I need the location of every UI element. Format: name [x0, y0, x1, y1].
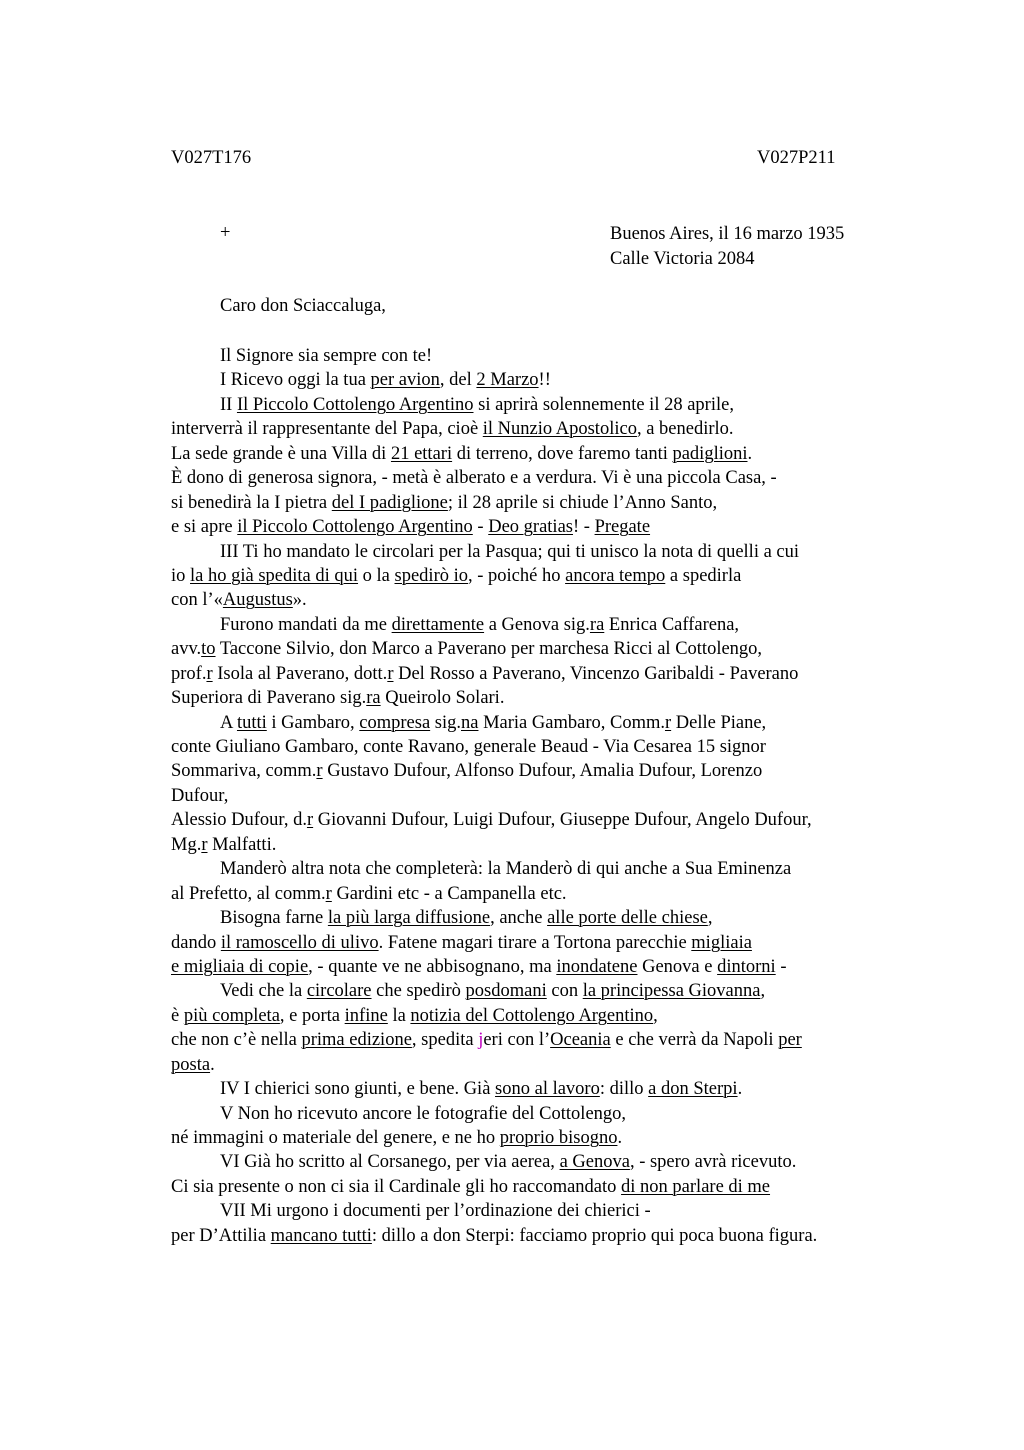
- body-line: [171, 931, 911, 955]
- line-text: ,: [760, 981, 766, 1002]
- line-text: Ci sia presente o non ci sia il Cardinale gli ho raccomandato: [171, 1176, 622, 1197]
- underlined-text: sono al lavoro: [495, 1079, 600, 1100]
- line-text: con: [546, 981, 583, 1002]
- body-line: [171, 857, 911, 881]
- line-text: , del: [439, 370, 477, 391]
- line-text: j: [478, 1030, 484, 1051]
- line-text: Queirolo Solari.: [380, 688, 505, 709]
- underlined-text: la più larga diffusione: [327, 908, 491, 929]
- line-text: IV I chierici sono giunti, e bene. Già: [220, 1079, 496, 1100]
- line-text: e si apre: [171, 517, 238, 538]
- line-text: i Gambaro,: [266, 712, 360, 733]
- body-line: [171, 417, 911, 441]
- body-line: [171, 686, 911, 710]
- body-line: [171, 1053, 911, 1077]
- line-text: VII Mi urgono i documenti per l’ordinazione dei chierici -: [220, 1201, 651, 1222]
- body-line: [171, 1199, 911, 1223]
- letter-body: [171, 344, 911, 1248]
- body-line: [171, 491, 911, 515]
- underlined-text: r: [316, 761, 323, 782]
- underlined-text: inondatene: [556, 956, 638, 977]
- body-line: [171, 368, 911, 392]
- date-address-block: [610, 222, 844, 271]
- line-text: Taccone Silvio, don Marco a Paverano per marchesa Ricci al Cottolengo,: [215, 639, 763, 660]
- line-text: Vedi che la: [220, 981, 307, 1002]
- body-line: [171, 833, 911, 857]
- underlined-text: compresa: [359, 712, 431, 733]
- line-text: per D’Attilia: [171, 1225, 271, 1246]
- line-text: , - spero avrà ricevuto.: [629, 1152, 797, 1173]
- underlined-text: padiglioni: [672, 443, 748, 464]
- body-line: [171, 662, 911, 686]
- line-text: Isola al Paverano, dott.: [212, 663, 388, 684]
- line-text: I Ricevo oggi la tua: [220, 370, 371, 391]
- underlined-text: Il Piccolo Cottolengo Argentino: [236, 394, 474, 415]
- body-line: [171, 1102, 911, 1126]
- underlined-text: r: [206, 663, 213, 684]
- line-text: Malfatti.: [207, 834, 277, 855]
- line-text: interverrà il rappresentante del Papa, cioè: [171, 419, 483, 440]
- body-line: [171, 1028, 911, 1052]
- underlined-text: na: [461, 712, 479, 733]
- line-text: , anche: [490, 908, 548, 929]
- body-line: [171, 735, 911, 759]
- underlined-text: a don Sterpi: [648, 1079, 738, 1100]
- line-text: , e porta: [279, 1005, 345, 1026]
- underlined-text: proprio bisogno: [499, 1128, 618, 1148]
- underlined-text: prima edizione: [301, 1030, 412, 1051]
- line-text: Furono mandati da me: [220, 614, 392, 635]
- line-text: VI Già ho scritto al Corsanego, per via aerea,: [220, 1152, 560, 1173]
- line-text: !!: [538, 370, 551, 391]
- body-line: [171, 637, 911, 661]
- line-text: io: [171, 565, 191, 586]
- line-text: .: [737, 1079, 743, 1100]
- underlined-text: più completa: [183, 1005, 280, 1026]
- underlined-text: ra: [366, 688, 381, 709]
- line-text: conte Giuliano Gambaro, conte Ravano, generale Beaud - Via Cesarea 15 signor: [171, 737, 766, 757]
- line-text: : dillo a don Sterpi: facciamo proprio qui poca buona figura.: [371, 1225, 818, 1246]
- underlined-text: infine: [344, 1005, 388, 1026]
- line-text: La sede grande è una Villa di: [171, 443, 391, 464]
- line-text: , spedita: [411, 1030, 479, 1051]
- line-text: che non c’è nella: [171, 1030, 302, 1051]
- line-text: -: [472, 517, 489, 538]
- body-line: [171, 442, 911, 466]
- underlined-text: r: [306, 810, 314, 831]
- line-text: si aprirà solennemente il 28 aprile,: [473, 394, 734, 415]
- line-text: .: [210, 1054, 215, 1075]
- body-line: [171, 393, 911, 417]
- line-text: Bisogna farne: [220, 908, 328, 929]
- underlined-text: di non parlare di me: [621, 1176, 771, 1197]
- line-text: ».: [292, 590, 307, 611]
- body-line: [171, 588, 911, 612]
- underlined-text: r: [664, 712, 672, 733]
- underlined-text: posta: [171, 1054, 211, 1075]
- underlined-text: Oceania: [550, 1030, 611, 1051]
- underlined-text: la principessa Giovanna: [582, 981, 761, 1002]
- underlined-text: direttamente: [391, 614, 485, 635]
- date-line: Buenos Aires, il 16 marzo 1935: [610, 224, 845, 244]
- line-text: A: [220, 712, 237, 733]
- line-text: V Non ho ricevuto ancore le fotografie del Cottolengo,: [220, 1103, 627, 1124]
- underlined-text: dintorni: [717, 956, 776, 977]
- line-text: ,: [707, 908, 713, 929]
- line-text: È dono di generosa signora, - metà è alberato e a verdura. Vi è una piccola Casa, -: [171, 468, 777, 489]
- line-text: o la: [358, 565, 395, 586]
- line-text: ! -: [572, 517, 595, 538]
- line-text: Alessio Dufour, d.: [171, 810, 307, 831]
- body-line: [171, 711, 911, 735]
- line-text: a Genova sig.: [484, 614, 590, 635]
- body-line: [171, 784, 911, 808]
- underlined-text: mancano tutti: [270, 1225, 372, 1246]
- underlined-text: r: [325, 883, 332, 904]
- cross-mark: +: [220, 223, 231, 243]
- line-text: , - quante ve ne abbisognano, ma: [308, 956, 557, 977]
- underlined-text: il Piccolo Cottolengo Argentino: [237, 517, 473, 538]
- underlined-text: il ramoscello di ulivo: [220, 932, 379, 953]
- underlined-text: ra: [589, 614, 605, 635]
- body-line: [171, 906, 911, 930]
- underlined-text: per: [778, 1030, 802, 1051]
- underlined-text: to: [201, 639, 216, 660]
- line-text: Delle Piane,: [671, 712, 767, 733]
- line-text: .: [747, 443, 753, 464]
- document-code-left: V027T176: [171, 148, 252, 168]
- body-line: [171, 882, 911, 906]
- line-text: , a benedirlo.: [636, 419, 734, 440]
- body-line: [171, 979, 911, 1003]
- line-text: II: [220, 394, 237, 415]
- document-code-right: V027P211: [757, 148, 836, 168]
- line-text: Maria Gambaro, Comm.: [478, 712, 665, 733]
- body-line: [171, 759, 911, 783]
- body-line: [171, 466, 911, 490]
- line-text: la: [387, 1005, 411, 1026]
- line-text: , - poiché ho: [468, 565, 566, 586]
- underlined-text: posdomani: [465, 981, 547, 1002]
- line-text: Gustavo Dufour, Alfonso Dufour, Amalia Dufour, Lorenzo: [322, 761, 763, 782]
- line-text: Enrica Caffarena,: [604, 614, 740, 635]
- underlined-text: 21 ettari: [390, 443, 453, 464]
- underlined-text: spedirò io: [394, 565, 468, 586]
- line-text: eri con l’: [483, 1030, 551, 1051]
- line-text: dando: [171, 932, 221, 953]
- underlined-text: del I padiglione: [331, 492, 448, 513]
- body-line: [171, 1077, 911, 1101]
- line-text: .: [617, 1128, 623, 1148]
- line-text: Il Signore sia sempre con te!: [220, 346, 433, 366]
- body-line: [171, 1126, 911, 1150]
- line-text: ; il 28 aprile si chiude l’Anno Santo,: [447, 492, 718, 513]
- address-line: Calle Victoria 2084: [610, 248, 755, 269]
- body-line: [171, 1224, 911, 1248]
- body-line: [171, 808, 911, 832]
- underlined-text: 2 Marzo: [476, 370, 539, 391]
- body-line: [171, 1004, 911, 1028]
- line-text: Del Rosso a Paverano, Vincenzo Garibaldi - Paverano: [393, 663, 799, 684]
- line-text: III Ti ho mandato le circolari per la Pasqua; qui ti unisco la nota di quelli a cui: [220, 541, 800, 562]
- line-text: Sommariva, comm.: [171, 761, 317, 782]
- body-line: [171, 564, 911, 588]
- line-text: : dillo: [599, 1079, 649, 1100]
- line-text: e che verrà da Napoli: [610, 1030, 779, 1051]
- body-line: [171, 344, 911, 368]
- underlined-text: a Genova: [559, 1152, 630, 1173]
- underlined-text: migliaia: [691, 932, 752, 953]
- line-text: Gardini etc - a Campanella etc.: [331, 883, 567, 904]
- line-text: Dufour,: [171, 785, 229, 806]
- line-text: Manderò altra nota che completerà: la Manderò di qui anche a Sua Eminenza: [220, 859, 792, 880]
- body-line: [171, 955, 911, 979]
- line-text: né immagini o materiale del genere, e ne ho: [171, 1128, 500, 1148]
- underlined-text: notizia del Cottolengo Argentino: [410, 1005, 654, 1026]
- line-text: di terreno, dove faremo tanti: [452, 443, 673, 464]
- line-text: Genova e: [637, 956, 718, 977]
- line-text: . Fatene magari tirare a Tortona parecchie: [378, 932, 692, 953]
- line-text: Giovanni Dufour, Luigi Dufour, Giuseppe Dufour, Angelo Dufour,: [313, 810, 812, 831]
- line-text: che spedirò: [371, 981, 466, 1002]
- underlined-text: ancora tempo: [565, 565, 666, 586]
- line-text: a spedirla: [665, 565, 742, 586]
- line-text: -: [775, 956, 787, 977]
- underlined-text: per avion: [370, 370, 440, 391]
- body-line: [171, 613, 911, 637]
- underlined-text: la ho già spedita di qui: [190, 565, 359, 586]
- underlined-text: alle porte delle chiese: [547, 908, 708, 929]
- line-text: al Prefetto, al comm.: [171, 883, 326, 904]
- line-text: ,: [653, 1005, 658, 1026]
- underlined-text: r: [201, 834, 208, 855]
- salutation: Caro don Sciaccaluga,: [220, 296, 386, 316]
- underlined-text: circolare: [306, 981, 372, 1002]
- line-text: avv.: [171, 639, 202, 660]
- underlined-text: tutti: [236, 712, 267, 733]
- line-text: con l’«: [171, 590, 223, 611]
- underlined-text: Augustus: [222, 590, 293, 611]
- body-line: [171, 540, 911, 564]
- body-line: [171, 1175, 911, 1199]
- body-line: [171, 515, 911, 539]
- underlined-text: Deo gratias: [488, 517, 573, 538]
- line-text: si benedirà la I pietra: [171, 492, 332, 513]
- underlined-text: r: [387, 663, 394, 684]
- underlined-text: e migliaia di copie: [171, 956, 309, 977]
- underlined-text: Pregate: [594, 517, 651, 538]
- line-text: è: [171, 1005, 184, 1026]
- line-text: Mg.: [171, 834, 202, 855]
- line-text: prof.: [171, 663, 207, 684]
- line-text: sig.: [430, 712, 461, 733]
- underlined-text: il Nunzio Apostolico: [482, 419, 637, 440]
- body-line: [171, 1150, 911, 1174]
- line-text: Superiora di Paverano sig.: [171, 688, 367, 709]
